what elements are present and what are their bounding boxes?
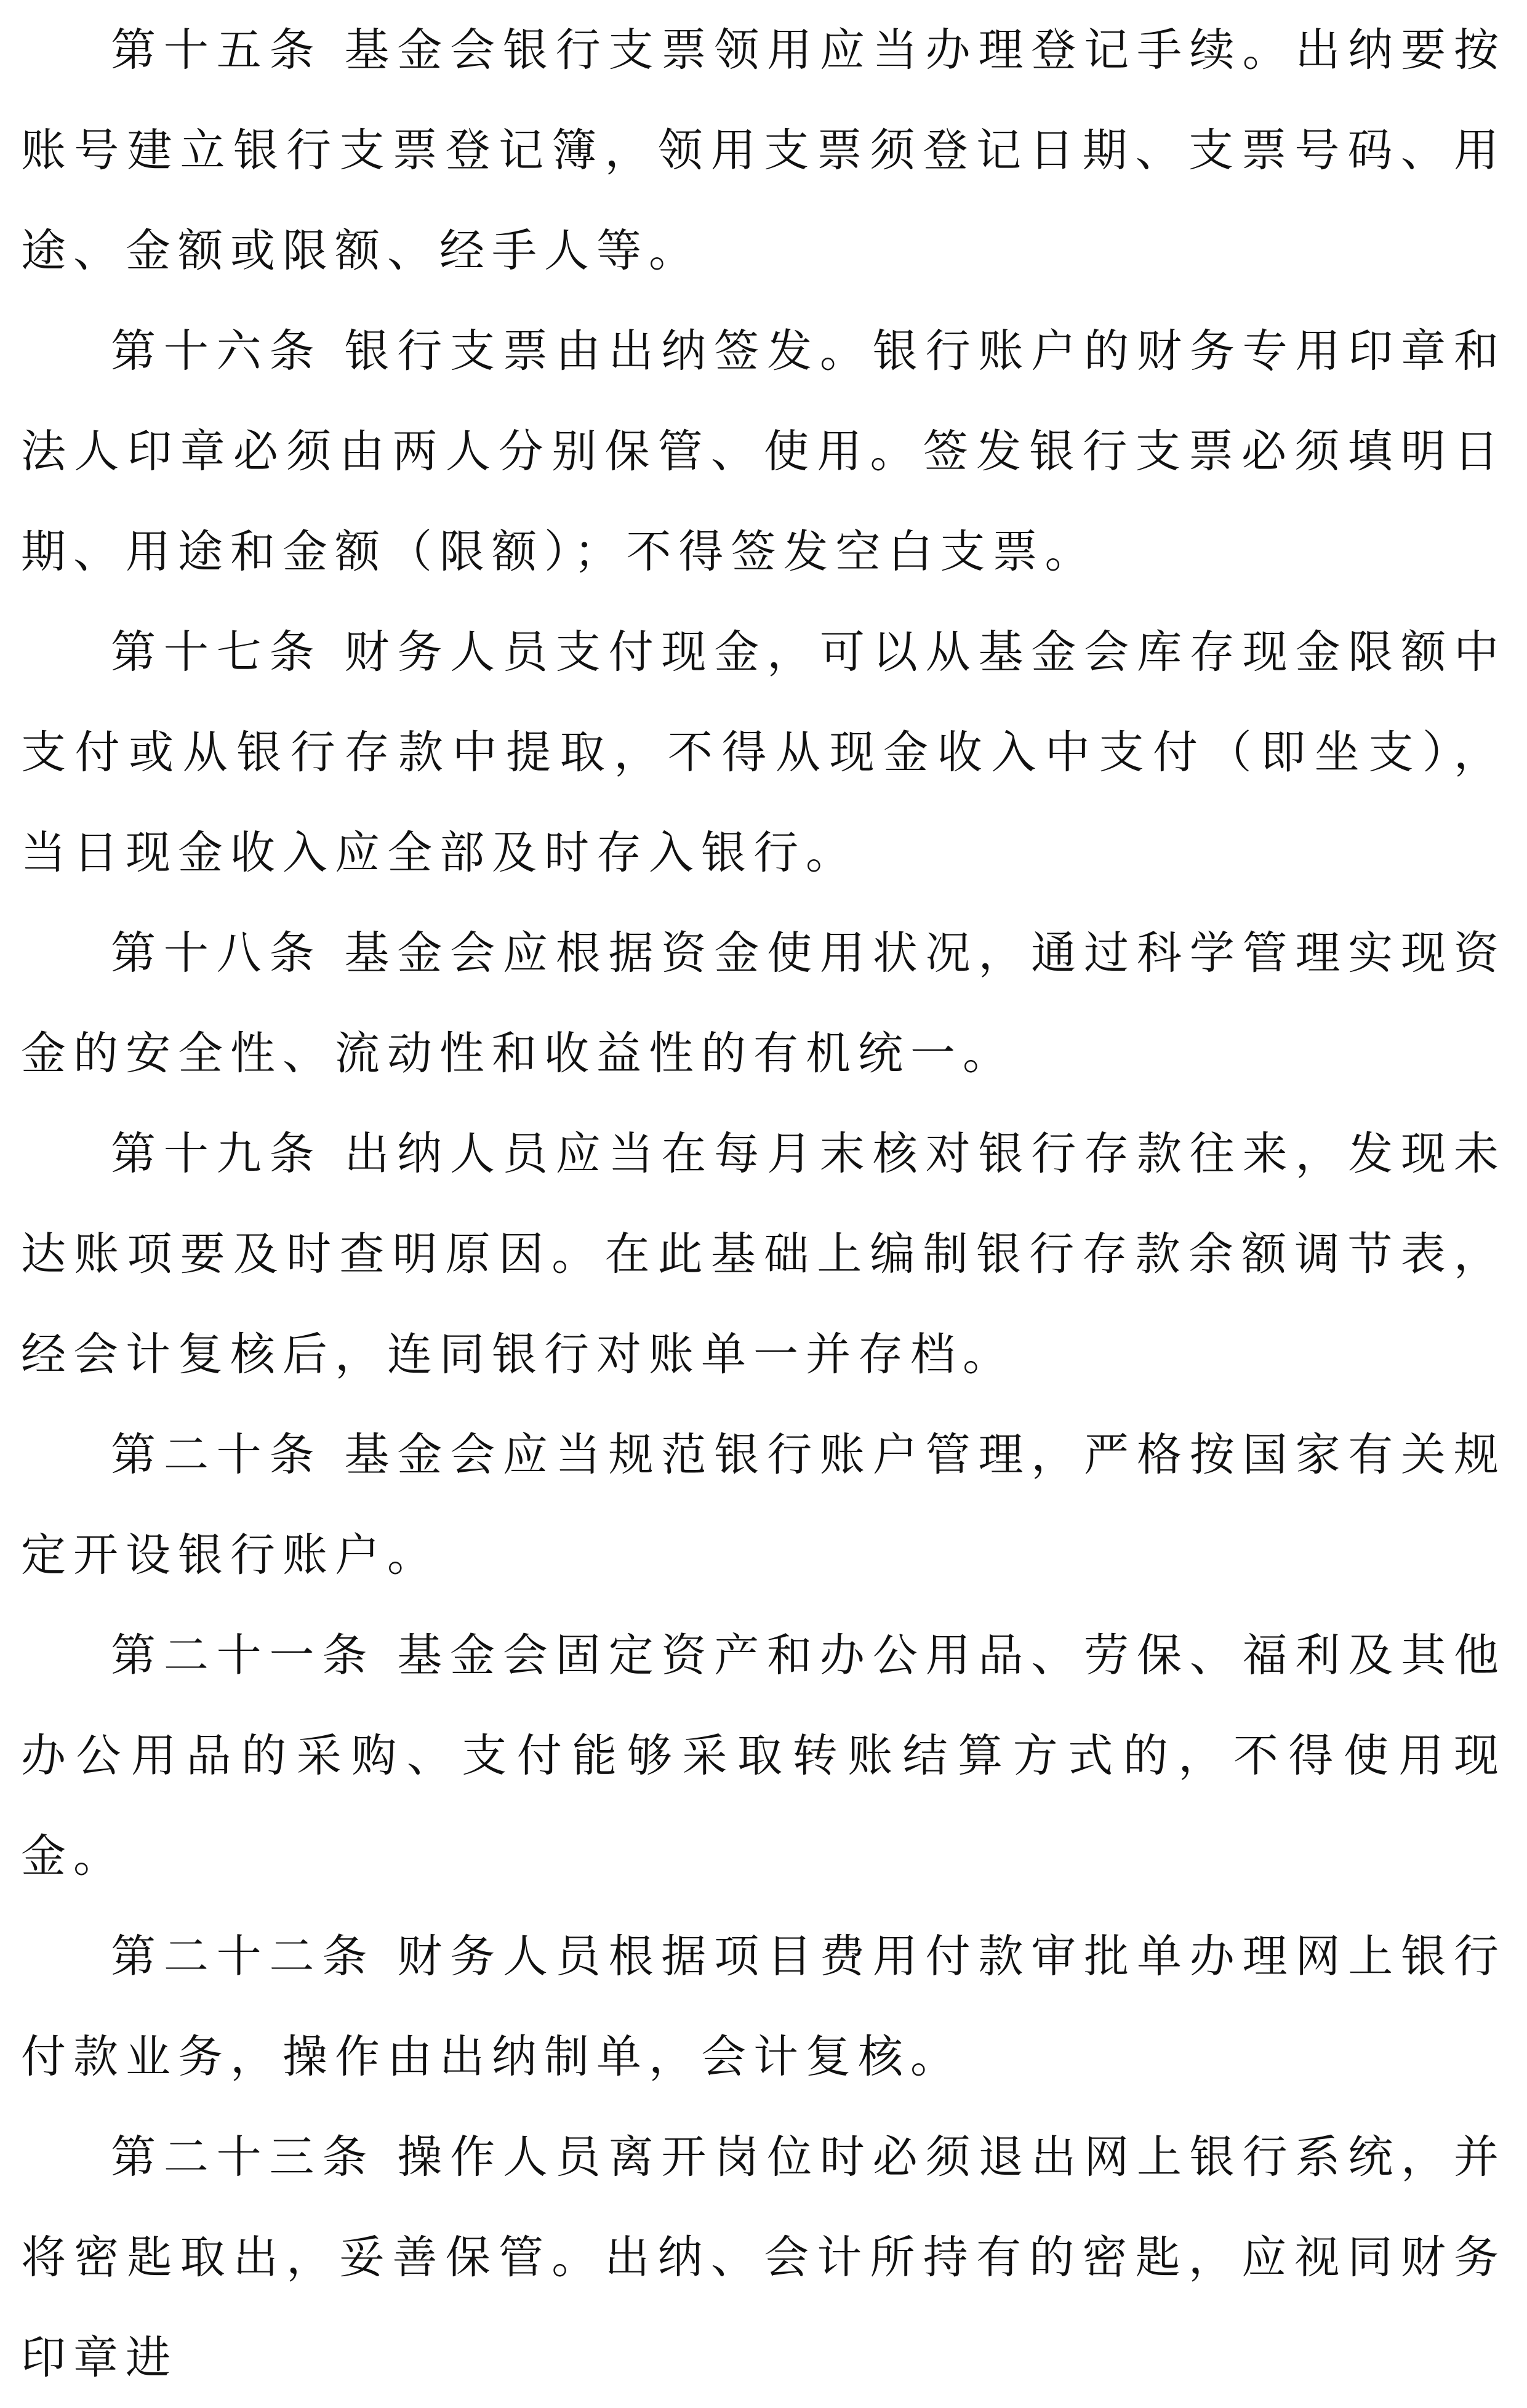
article-15-text: 第十五条 基金会银行支票领用应当办理登记手续。出纳要按账号建立银行支票登记簿，领用支票须登记日期、支票号码、用途、金额或限额、经手人等。 <box>21 24 1506 277</box>
article-16-text: 第十六条 银行支票由出纳签发。银行账户的财务专用印章和法人印章必须由两人分别保管、使用。签发银行支票必须填明日期、用途和金额（限额）；不得签发空白支票。 <box>21 325 1506 578</box>
article-18-text: 第十八条 基金会应根据资金使用状况，通过科学管理实现资金的安全性、流动性和收益性的有机统一。 <box>21 927 1506 1080</box>
document-page <box>21 0 1506 2384</box>
article-22 <box>21 1906 1506 2107</box>
article-19 <box>21 1104 1506 1405</box>
article-17-text: 第十七条 财务人员支付现金，可以从基金会库存现金限额中支付或从银行存款中提取，不得从现金收入中支付（即坐支），当日现金收入应全部及时存入银行。 <box>21 626 1506 879</box>
article-23 <box>21 2107 1506 2408</box>
article-23-text: 第二十三条 操作人员离开岗位时必须退出网上银行系统，并将密匙取出，妥善保管。出纳、会计所持有的密匙，应视同财务印章进 <box>21 2131 1506 2384</box>
article-17 <box>21 602 1506 903</box>
article-16 <box>21 301 1506 602</box>
article-21-text: 第二十一条 基金会固定资产和办公用品、劳保、福利及其他办公用品的采购、支付能够采取转账结算方式的，不得使用现金。 <box>21 1629 1506 1882</box>
article-20 <box>21 1405 1506 1605</box>
article-15 <box>21 0 1506 301</box>
article-21 <box>21 1605 1506 1906</box>
article-19-text: 第十九条 出纳人员应当在每月末核对银行存款往来，发现未达账项要及时查明原因。在此基础上编制银行存款余额调节表，经会计复核后，连同银行对账单一并存档。 <box>21 1128 1506 1381</box>
article-22-text: 第二十二条 财务人员根据项目费用付款审批单办理网上银行付款业务，操作由出纳制单，会计复核。 <box>21 1930 1506 2083</box>
article-18 <box>21 903 1506 1104</box>
article-20-text: 第二十条 基金会应当规范银行账户管理，严格按国家有关规定开设银行账户。 <box>21 1429 1506 1581</box>
